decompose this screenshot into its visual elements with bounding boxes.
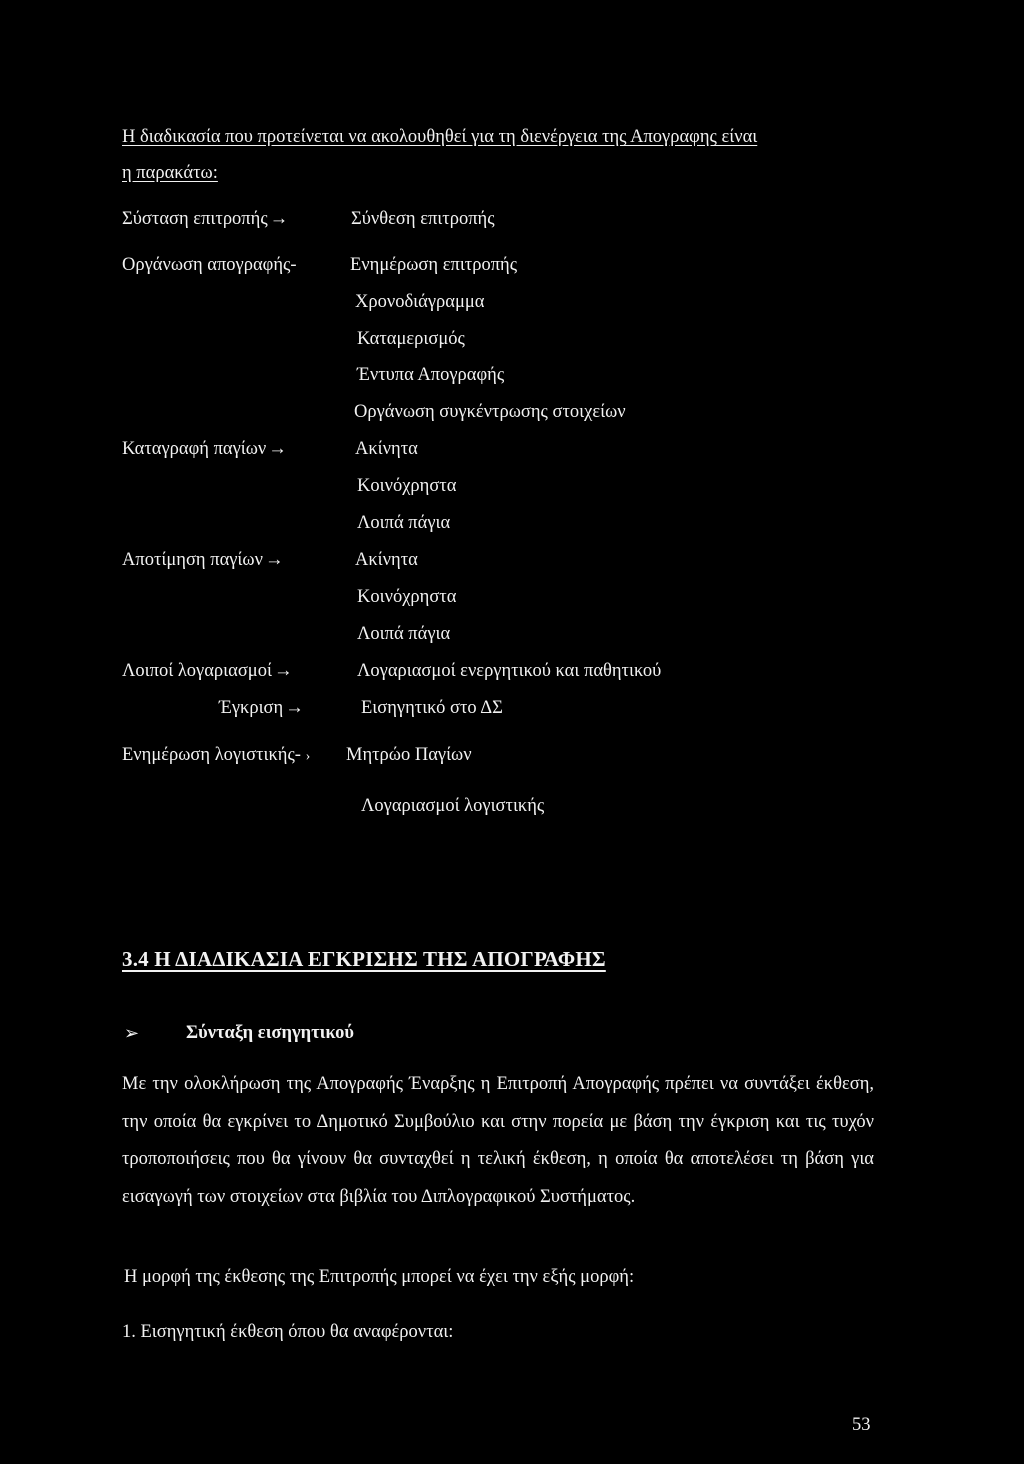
- body-paragraph: Με την ολοκλήρωση της Απογραφής Έναρξης η Επιτροπή Απογραφής πρέπει να συντάξει έκθεση, την οποία θα εγκρίνει το Δημοτικό Συμβούλιο και στην πορεία με βάση την έγκριση και τις τυχόν τροποποιήσεις που θα γίνουν θα συνταχθεί η τελική έκθεση, η οποία θα αποτελέσει τη βάση για εισαγωγή των στοιχείων στα βιβλία του Διπλογραφικού Συστήματος.: [122, 1074, 874, 1207]
- flow-item: Ακίνητα: [355, 550, 418, 570]
- flow-item: Εισηγητικό στο ΔΣ: [361, 698, 503, 718]
- section-heading: 3.4 Η ΔΙΑΔΙΚΑΣΙΑ ΕΓΚΡΙΣΗΣ ΤΗΣ ΑΠΟΓΡΑΦΗΣ: [122, 947, 606, 971]
- flow-item: Σύνθεση επιτροπής: [351, 209, 495, 229]
- flow-step-label-text: Λοιποί λογαριασμοί: [122, 661, 272, 681]
- flow-step-label: [122, 744, 310, 768]
- bullet-title: Σύνταξη εισηγητικού: [186, 1023, 355, 1043]
- flow-step-label: [122, 660, 292, 682]
- flow-step-label-text: Καταγραφή παγίων: [122, 439, 267, 459]
- flow-item: Λοιπά πάγια: [357, 624, 451, 644]
- flow-step-label-text: Αποτίμηση παγίων: [122, 550, 263, 570]
- numbered-item: 1. Εισηγητική έκθεση όπου θα αναφέρονται:: [122, 1322, 454, 1342]
- flow-step-label: [122, 438, 287, 460]
- intro-line-1: Η διαδικασία που προτείνεται να ακολουθηθεί για τη διενέργεια της Απογραφης είναι: [122, 127, 758, 147]
- flow-item: Ενημέρωση επιτροπής: [350, 255, 518, 275]
- flow-item: Οργάνωση συγκέντρωσης στοιχείων: [354, 402, 626, 422]
- flow-item: Λογαριασμοί ενεργητικού και παθητικού: [357, 661, 662, 681]
- flow-item: Κοινόχρηστα: [357, 476, 457, 496]
- flow-step-label-text: Έγκριση: [219, 698, 284, 718]
- arrow-icon: →: [285, 698, 304, 718]
- flow-step-label: Οργάνωση απογραφής-: [122, 255, 297, 275]
- flow-item: Ακίνητα: [355, 439, 418, 459]
- flow-step-label-text: Ενημέρωση λογιστικής-: [122, 745, 301, 765]
- intro-line-2: η παρακάτω:: [122, 163, 218, 183]
- arrow-icon: →: [268, 439, 287, 459]
- flow-item: Μητρώο Παγίων: [346, 745, 472, 765]
- flow-step-label-text: Σύσταση επιτροπής: [122, 209, 268, 229]
- flow-item: Λογαριασμοί λογιστικής: [361, 796, 545, 816]
- flow-step-label: [122, 549, 283, 571]
- flow-item: Κοινόχρηστα: [357, 587, 457, 607]
- bullet-item: [124, 1022, 139, 1045]
- pointer-icon: ›: [305, 749, 311, 764]
- flow-item: Λοιπά πάγια: [357, 513, 451, 533]
- flow-item: Έντυπα Απογραφής: [357, 365, 505, 385]
- arrow-icon: →: [264, 550, 284, 570]
- form-line: Η μορφή της έκθεσης της Επιτροπής μπορεί να έχει την εξής μορφή:: [124, 1267, 635, 1287]
- page-number: 53: [852, 1415, 871, 1435]
- flow-step-label: [122, 208, 288, 230]
- arrow-icon: →: [273, 661, 293, 681]
- flow-item: Χρονοδιάγραμμα: [355, 292, 485, 312]
- arrowhead-bullet-icon: ➢: [124, 1023, 140, 1043]
- flow-step-label: [219, 697, 304, 719]
- arrow-icon: →: [269, 209, 289, 229]
- flow-item: Καταμερισμός: [357, 329, 465, 349]
